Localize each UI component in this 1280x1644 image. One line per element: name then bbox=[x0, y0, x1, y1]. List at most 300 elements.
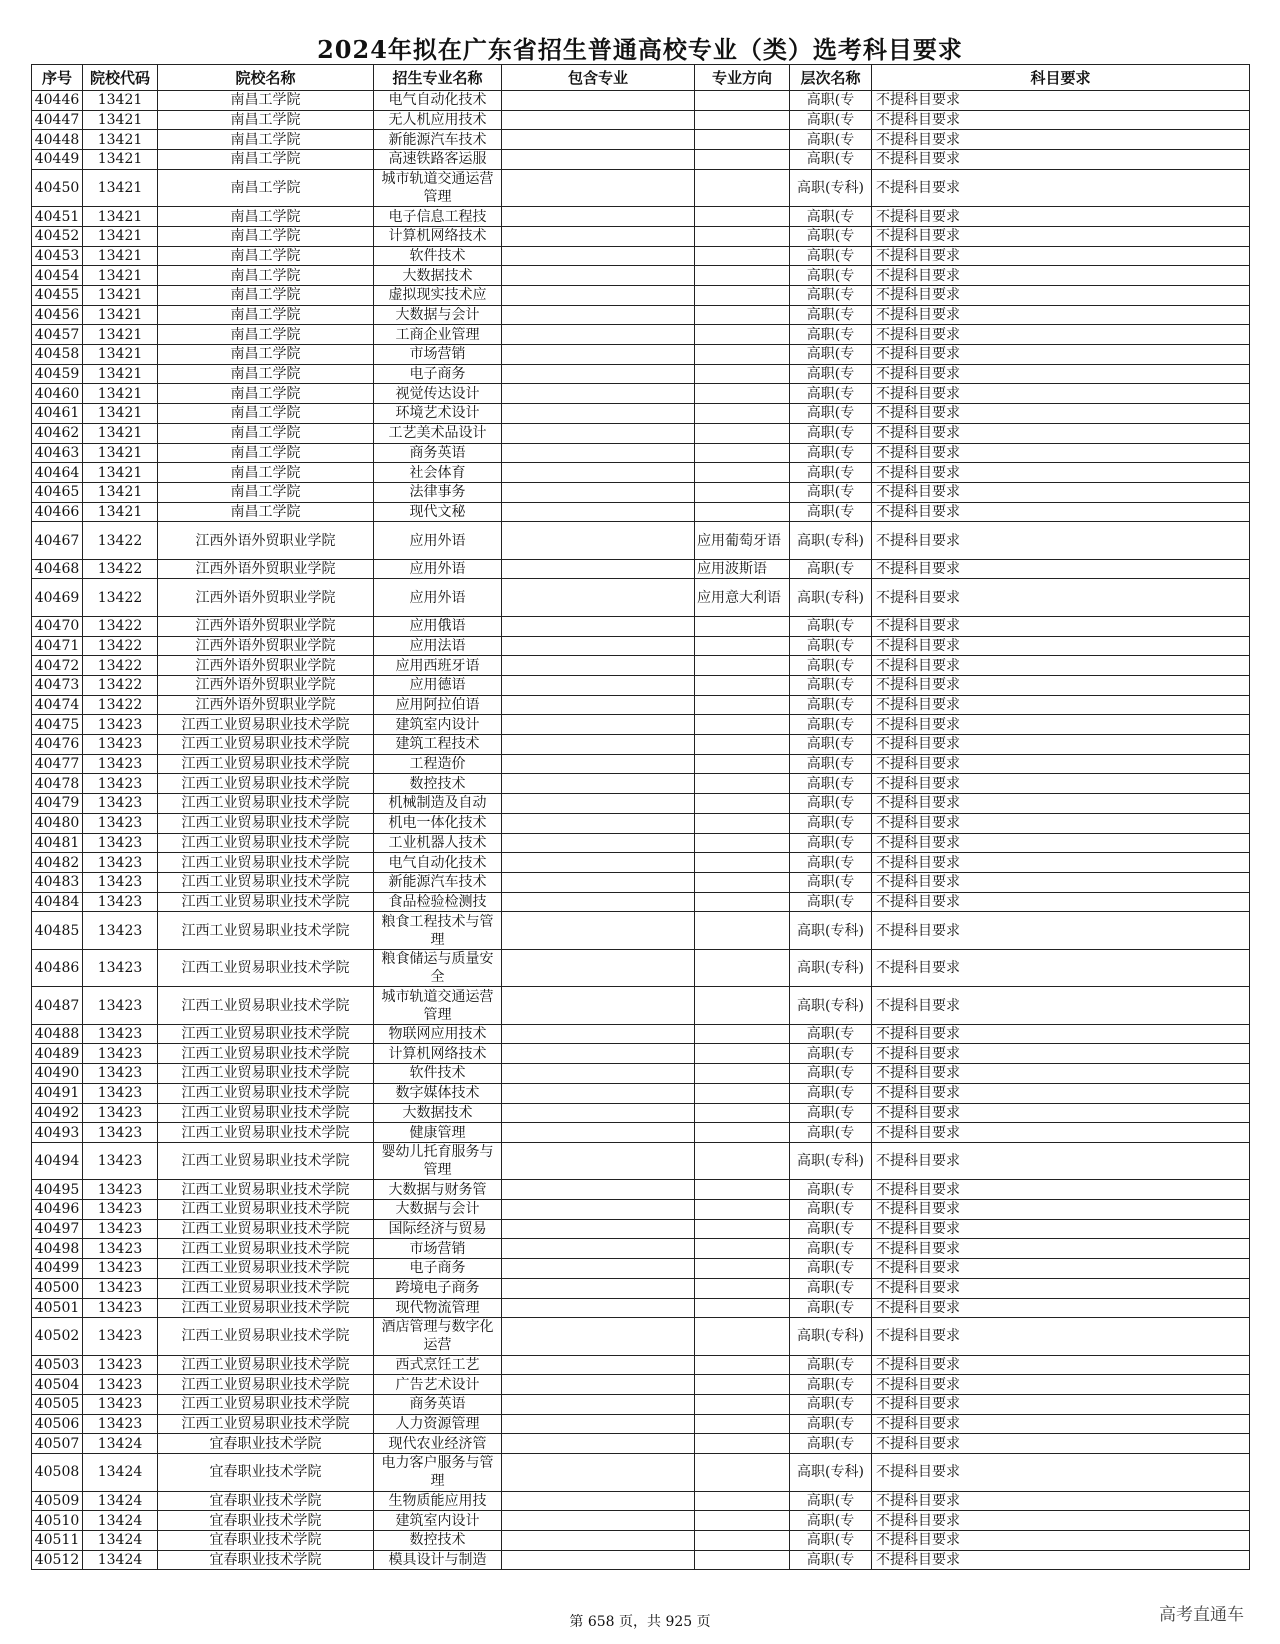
header-seq: 序号 bbox=[32, 65, 83, 91]
cell-included-majors bbox=[502, 169, 695, 207]
cell-seq: 40503 bbox=[32, 1355, 83, 1375]
cell-major-direction bbox=[695, 130, 790, 150]
cell-major-name: 城市轨道交通运营管理 bbox=[374, 987, 502, 1025]
cell-major-direction: 应用葡萄牙语 bbox=[695, 522, 790, 560]
cell-school-code: 13424 bbox=[83, 1454, 158, 1492]
table-row bbox=[32, 1123, 1250, 1143]
cell-seq: 40458 bbox=[32, 345, 83, 365]
cell-seq: 40512 bbox=[32, 1550, 83, 1570]
cell-major-name: 应用阿拉伯语 bbox=[374, 695, 502, 715]
cell-included-majors bbox=[502, 1142, 695, 1180]
cell-level: 高职(专科) bbox=[790, 987, 872, 1025]
table-row bbox=[32, 735, 1250, 755]
cell-major-direction bbox=[695, 676, 790, 696]
header-level: 层次名称 bbox=[790, 65, 872, 91]
cell-included-majors bbox=[502, 463, 695, 483]
cell-included-majors bbox=[502, 150, 695, 170]
cell-major-name: 现代物流管理 bbox=[374, 1298, 502, 1318]
cell-seq: 40501 bbox=[32, 1298, 83, 1318]
cell-level: 高职(专 bbox=[790, 1375, 872, 1395]
cell-school-code: 13424 bbox=[83, 1491, 158, 1511]
cell-school-code: 13423 bbox=[83, 1064, 158, 1084]
cell-included-majors bbox=[502, 872, 695, 892]
cell-level: 高职(专科) bbox=[790, 522, 872, 560]
cell-school-code: 13423 bbox=[83, 1142, 158, 1180]
cell-subject-requirement: 不提科目要求 bbox=[872, 1200, 1250, 1220]
cell-school-name: 南昌工学院 bbox=[158, 246, 374, 266]
cell-school-name: 江西外语外贸职业学院 bbox=[158, 579, 374, 617]
cell-level: 高职(专 bbox=[790, 833, 872, 853]
cell-major-name: 婴幼儿托育服务与管理 bbox=[374, 1142, 502, 1180]
cell-school-name: 江西工业贸易职业技术学院 bbox=[158, 1355, 374, 1375]
cell-school-name: 南昌工学院 bbox=[158, 207, 374, 227]
cell-major-direction bbox=[695, 1278, 790, 1298]
cell-school-code: 13423 bbox=[83, 735, 158, 755]
cell-included-majors bbox=[502, 853, 695, 873]
cell-subject-requirement: 不提科目要求 bbox=[872, 246, 1250, 266]
cell-school-code: 13421 bbox=[83, 325, 158, 345]
cell-level: 高职(专科) bbox=[790, 169, 872, 207]
cell-school-code: 13421 bbox=[83, 482, 158, 502]
cell-school-name: 江西外语外贸职业学院 bbox=[158, 676, 374, 696]
cell-school-name: 南昌工学院 bbox=[158, 110, 374, 130]
cell-school-code: 13421 bbox=[83, 110, 158, 130]
cell-level: 高职(专科) bbox=[790, 579, 872, 617]
cell-included-majors bbox=[502, 1355, 695, 1375]
table-row bbox=[32, 656, 1250, 676]
cell-subject-requirement: 不提科目要求 bbox=[872, 774, 1250, 794]
cell-school-name: 江西外语外贸职业学院 bbox=[158, 616, 374, 636]
cell-major-direction bbox=[695, 1454, 790, 1492]
cell-school-code: 13423 bbox=[83, 1024, 158, 1044]
cell-seq: 40500 bbox=[32, 1278, 83, 1298]
cell-included-majors bbox=[502, 1180, 695, 1200]
cell-major-direction bbox=[695, 266, 790, 286]
cell-level: 高职(专 bbox=[790, 1103, 872, 1123]
cell-major-name: 生物质能应用技 bbox=[374, 1491, 502, 1511]
cell-seq: 40490 bbox=[32, 1064, 83, 1084]
cell-seq: 40502 bbox=[32, 1318, 83, 1356]
cell-subject-requirement: 不提科目要求 bbox=[872, 1355, 1250, 1375]
cell-subject-requirement: 不提科目要求 bbox=[872, 266, 1250, 286]
cell-included-majors bbox=[502, 207, 695, 227]
cell-major-name: 建筑室内设计 bbox=[374, 1511, 502, 1531]
cell-major-direction bbox=[695, 754, 790, 774]
cell-seq: 40466 bbox=[32, 502, 83, 522]
cell-included-majors bbox=[502, 1550, 695, 1570]
cell-major-direction bbox=[695, 656, 790, 676]
cell-included-majors bbox=[502, 656, 695, 676]
cell-level: 高职(专 bbox=[790, 345, 872, 365]
cell-school-name: 宜春职业技术学院 bbox=[158, 1454, 374, 1492]
table-row bbox=[32, 833, 1250, 853]
cell-included-majors bbox=[502, 559, 695, 579]
table-row bbox=[32, 1103, 1250, 1123]
cell-seq: 40452 bbox=[32, 226, 83, 246]
cell-school-code: 13423 bbox=[83, 813, 158, 833]
cell-school-code: 13424 bbox=[83, 1550, 158, 1570]
cell-major-name: 电气自动化技术 bbox=[374, 91, 502, 111]
cell-seq: 40465 bbox=[32, 482, 83, 502]
cell-level: 高职(专 bbox=[790, 364, 872, 384]
cell-major-name: 建筑工程技术 bbox=[374, 735, 502, 755]
cell-major-direction bbox=[695, 384, 790, 404]
table-row bbox=[32, 1434, 1250, 1454]
cell-major-direction bbox=[695, 636, 790, 656]
table-row bbox=[32, 1064, 1250, 1084]
cell-school-name: 江西工业贸易职业技术学院 bbox=[158, 853, 374, 873]
cell-subject-requirement: 不提科目要求 bbox=[872, 754, 1250, 774]
table-row bbox=[32, 423, 1250, 443]
cell-level: 高职(专 bbox=[790, 794, 872, 814]
cell-school-name: 南昌工学院 bbox=[158, 404, 374, 424]
cell-school-name: 宜春职业技术学院 bbox=[158, 1511, 374, 1531]
cell-seq: 40505 bbox=[32, 1395, 83, 1415]
cell-school-code: 13421 bbox=[83, 384, 158, 404]
cell-subject-requirement: 不提科目要求 bbox=[872, 443, 1250, 463]
table-body bbox=[32, 91, 1250, 1570]
cell-major-direction: 应用波斯语 bbox=[695, 559, 790, 579]
cell-seq: 40497 bbox=[32, 1219, 83, 1239]
cell-level: 高职(专 bbox=[790, 286, 872, 306]
cell-school-code: 13421 bbox=[83, 404, 158, 424]
cell-major-direction bbox=[695, 423, 790, 443]
cell-level: 高职(专 bbox=[790, 463, 872, 483]
cell-school-name: 南昌工学院 bbox=[158, 226, 374, 246]
cell-included-majors bbox=[502, 1531, 695, 1551]
cell-included-majors bbox=[502, 1278, 695, 1298]
cell-major-direction bbox=[695, 774, 790, 794]
table-row bbox=[32, 987, 1250, 1025]
cell-seq: 40507 bbox=[32, 1434, 83, 1454]
cell-school-name: 江西工业贸易职业技术学院 bbox=[158, 833, 374, 853]
cell-level: 高职(专科) bbox=[790, 1142, 872, 1180]
cell-school-code: 13421 bbox=[83, 266, 158, 286]
cell-major-direction bbox=[695, 1259, 790, 1279]
cell-level: 高职(专 bbox=[790, 1511, 872, 1531]
cell-major-name: 市场营销 bbox=[374, 1239, 502, 1259]
cell-subject-requirement: 不提科目要求 bbox=[872, 892, 1250, 912]
cell-school-name: 江西工业贸易职业技术学院 bbox=[158, 1278, 374, 1298]
cell-seq: 40449 bbox=[32, 150, 83, 170]
table-row bbox=[32, 1550, 1250, 1570]
cell-major-name: 电子商务 bbox=[374, 364, 502, 384]
cell-school-code: 13423 bbox=[83, 1180, 158, 1200]
cell-major-name: 高速铁路客运服 bbox=[374, 150, 502, 170]
cell-seq: 40487 bbox=[32, 987, 83, 1025]
cell-school-code: 13421 bbox=[83, 443, 158, 463]
cell-included-majors bbox=[502, 1239, 695, 1259]
cell-major-direction bbox=[695, 150, 790, 170]
cell-seq: 40475 bbox=[32, 715, 83, 735]
cell-subject-requirement: 不提科目要求 bbox=[872, 423, 1250, 443]
cell-school-code: 13422 bbox=[83, 676, 158, 696]
cell-major-direction bbox=[695, 949, 790, 987]
cell-school-code: 13423 bbox=[83, 853, 158, 873]
cell-school-name: 江西工业贸易职业技术学院 bbox=[158, 1180, 374, 1200]
cell-major-name: 物联网应用技术 bbox=[374, 1024, 502, 1044]
table-row bbox=[32, 616, 1250, 636]
cell-school-name: 江西工业贸易职业技术学院 bbox=[158, 1064, 374, 1084]
cell-major-direction bbox=[695, 91, 790, 111]
cell-major-direction bbox=[695, 1024, 790, 1044]
cell-level: 高职(专 bbox=[790, 1550, 872, 1570]
cell-school-code: 13422 bbox=[83, 616, 158, 636]
cell-major-name: 粮食储运与质量安全 bbox=[374, 949, 502, 987]
cell-major-direction bbox=[695, 1375, 790, 1395]
cell-level: 高职(专 bbox=[790, 1491, 872, 1511]
table-row bbox=[32, 226, 1250, 246]
cell-school-code: 13422 bbox=[83, 559, 158, 579]
cell-seq: 40459 bbox=[32, 364, 83, 384]
cell-major-direction bbox=[695, 364, 790, 384]
header-school-code: 院校代码 bbox=[83, 65, 158, 91]
cell-included-majors bbox=[502, 735, 695, 755]
cell-seq: 40480 bbox=[32, 813, 83, 833]
header-major-name: 招生专业名称 bbox=[374, 65, 502, 91]
cell-school-code: 13421 bbox=[83, 150, 158, 170]
cell-level: 高职(专 bbox=[790, 1531, 872, 1551]
cell-subject-requirement: 不提科目要求 bbox=[872, 404, 1250, 424]
cell-level: 高职(专 bbox=[790, 502, 872, 522]
cell-major-direction bbox=[695, 1434, 790, 1454]
cell-school-code: 13423 bbox=[83, 794, 158, 814]
cell-major-name: 机械制造及自动 bbox=[374, 794, 502, 814]
table-row bbox=[32, 774, 1250, 794]
cell-major-name: 数控技术 bbox=[374, 1531, 502, 1551]
cell-included-majors bbox=[502, 502, 695, 522]
cell-major-name: 机电一体化技术 bbox=[374, 813, 502, 833]
table-row bbox=[32, 404, 1250, 424]
cell-included-majors bbox=[502, 1395, 695, 1415]
table-row bbox=[32, 1024, 1250, 1044]
cell-school-name: 南昌工学院 bbox=[158, 325, 374, 345]
cell-seq: 40469 bbox=[32, 579, 83, 617]
cell-subject-requirement: 不提科目要求 bbox=[872, 636, 1250, 656]
cell-subject-requirement: 不提科目要求 bbox=[872, 1375, 1250, 1395]
cell-major-name: 现代文秘 bbox=[374, 502, 502, 522]
cell-level: 高职(专 bbox=[790, 1278, 872, 1298]
cell-major-direction bbox=[695, 246, 790, 266]
cell-major-direction bbox=[695, 853, 790, 873]
table-row bbox=[32, 949, 1250, 987]
cell-subject-requirement: 不提科目要求 bbox=[872, 1259, 1250, 1279]
cell-seq: 40478 bbox=[32, 774, 83, 794]
cell-major-name: 虚拟现实技术应 bbox=[374, 286, 502, 306]
cell-major-direction bbox=[695, 1180, 790, 1200]
table-row bbox=[32, 130, 1250, 150]
cell-school-code: 13421 bbox=[83, 423, 158, 443]
cell-seq: 40472 bbox=[32, 656, 83, 676]
cell-included-majors bbox=[502, 1024, 695, 1044]
cell-included-majors bbox=[502, 774, 695, 794]
cell-level: 高职(专 bbox=[790, 1239, 872, 1259]
cell-included-majors bbox=[502, 482, 695, 502]
cell-major-direction bbox=[695, 794, 790, 814]
cell-major-direction bbox=[695, 1200, 790, 1220]
cell-subject-requirement: 不提科目要求 bbox=[872, 169, 1250, 207]
cell-level: 高职(专 bbox=[790, 1355, 872, 1375]
cell-subject-requirement: 不提科目要求 bbox=[872, 522, 1250, 560]
cell-school-code: 13423 bbox=[83, 1318, 158, 1356]
cell-school-code: 13423 bbox=[83, 1278, 158, 1298]
cell-level: 高职(专 bbox=[790, 325, 872, 345]
cell-included-majors bbox=[502, 987, 695, 1025]
table-row bbox=[32, 246, 1250, 266]
cell-major-direction bbox=[695, 110, 790, 130]
cell-major-name: 食品检验检测技 bbox=[374, 892, 502, 912]
cell-level: 高职(专 bbox=[790, 636, 872, 656]
cell-included-majors bbox=[502, 1298, 695, 1318]
cell-school-code: 13422 bbox=[83, 579, 158, 617]
cell-included-majors bbox=[502, 579, 695, 617]
cell-school-name: 江西工业贸易职业技术学院 bbox=[158, 1318, 374, 1356]
cell-subject-requirement: 不提科目要求 bbox=[872, 345, 1250, 365]
table-row bbox=[32, 1511, 1250, 1531]
table-row bbox=[32, 695, 1250, 715]
cell-included-majors bbox=[502, 286, 695, 306]
cell-included-majors bbox=[502, 616, 695, 636]
cell-included-majors bbox=[502, 384, 695, 404]
cell-subject-requirement: 不提科目要求 bbox=[872, 1298, 1250, 1318]
cell-seq: 40453 bbox=[32, 246, 83, 266]
cell-included-majors bbox=[502, 305, 695, 325]
cell-included-majors bbox=[502, 715, 695, 735]
table-row bbox=[32, 636, 1250, 656]
cell-level: 高职(专 bbox=[790, 130, 872, 150]
table-row bbox=[32, 110, 1250, 130]
cell-level: 高职(专 bbox=[790, 676, 872, 696]
cell-subject-requirement: 不提科目要求 bbox=[872, 987, 1250, 1025]
cell-major-name: 大数据与会计 bbox=[374, 305, 502, 325]
cell-major-direction bbox=[695, 695, 790, 715]
cell-major-direction bbox=[695, 325, 790, 345]
cell-seq: 40511 bbox=[32, 1531, 83, 1551]
cell-school-code: 13423 bbox=[83, 1355, 158, 1375]
cell-major-direction bbox=[695, 1219, 790, 1239]
cell-major-name: 法律事务 bbox=[374, 482, 502, 502]
cell-major-name: 应用俄语 bbox=[374, 616, 502, 636]
cell-major-name: 新能源汽车技术 bbox=[374, 130, 502, 150]
cell-school-name: 江西工业贸易职业技术学院 bbox=[158, 735, 374, 755]
cell-major-name: 国际经济与贸易 bbox=[374, 1219, 502, 1239]
table-row bbox=[32, 872, 1250, 892]
cell-school-code: 13422 bbox=[83, 522, 158, 560]
table-row bbox=[32, 794, 1250, 814]
table-row bbox=[32, 266, 1250, 286]
cell-seq: 40448 bbox=[32, 130, 83, 150]
cell-included-majors bbox=[502, 226, 695, 246]
cell-school-name: 江西工业贸易职业技术学院 bbox=[158, 1083, 374, 1103]
cell-major-direction bbox=[695, 1511, 790, 1531]
cell-subject-requirement: 不提科目要求 bbox=[872, 1531, 1250, 1551]
cell-school-code: 13421 bbox=[83, 130, 158, 150]
cell-major-direction bbox=[695, 443, 790, 463]
cell-seq: 40495 bbox=[32, 1180, 83, 1200]
table-row bbox=[32, 1298, 1250, 1318]
cell-level: 高职(专 bbox=[790, 735, 872, 755]
cell-major-name: 电子商务 bbox=[374, 1259, 502, 1279]
cell-school-name: 江西工业贸易职业技术学院 bbox=[158, 872, 374, 892]
table-row bbox=[32, 1395, 1250, 1415]
cell-school-name: 南昌工学院 bbox=[158, 91, 374, 111]
cell-school-code: 13421 bbox=[83, 463, 158, 483]
cell-major-direction bbox=[695, 463, 790, 483]
cell-included-majors bbox=[502, 754, 695, 774]
cell-major-name: 人力资源管理 bbox=[374, 1414, 502, 1434]
cell-seq: 40461 bbox=[32, 404, 83, 424]
cell-subject-requirement: 不提科目要求 bbox=[872, 226, 1250, 246]
cell-school-code: 13423 bbox=[83, 1123, 158, 1143]
cell-school-name: 江西工业贸易职业技术学院 bbox=[158, 1044, 374, 1064]
cell-school-name: 南昌工学院 bbox=[158, 169, 374, 207]
table-row bbox=[32, 463, 1250, 483]
cell-seq: 40455 bbox=[32, 286, 83, 306]
cell-major-direction bbox=[695, 1083, 790, 1103]
cell-school-name: 江西工业贸易职业技术学院 bbox=[158, 1219, 374, 1239]
cell-school-name: 江西工业贸易职业技术学院 bbox=[158, 1239, 374, 1259]
cell-included-majors bbox=[502, 1219, 695, 1239]
cell-school-name: 南昌工学院 bbox=[158, 266, 374, 286]
cell-level: 高职(专 bbox=[790, 872, 872, 892]
cell-seq: 40482 bbox=[32, 853, 83, 873]
cell-subject-requirement: 不提科目要求 bbox=[872, 579, 1250, 617]
cell-subject-requirement: 不提科目要求 bbox=[872, 735, 1250, 755]
cell-subject-requirement: 不提科目要求 bbox=[872, 1064, 1250, 1084]
cell-major-direction bbox=[695, 502, 790, 522]
cell-school-name: 南昌工学院 bbox=[158, 364, 374, 384]
cell-major-name: 大数据技术 bbox=[374, 1103, 502, 1123]
cell-level: 高职(专 bbox=[790, 1024, 872, 1044]
cell-school-name: 江西工业贸易职业技术学院 bbox=[158, 1024, 374, 1044]
cell-school-code: 13424 bbox=[83, 1434, 158, 1454]
cell-level: 高职(专 bbox=[790, 813, 872, 833]
table-row bbox=[32, 502, 1250, 522]
cell-major-direction bbox=[695, 1103, 790, 1123]
cell-major-direction bbox=[695, 987, 790, 1025]
cell-major-name: 大数据与财务管 bbox=[374, 1180, 502, 1200]
cell-school-code: 13423 bbox=[83, 1219, 158, 1239]
cell-seq: 40493 bbox=[32, 1123, 83, 1143]
cell-subject-requirement: 不提科目要求 bbox=[872, 912, 1250, 950]
cell-major-name: 商务英语 bbox=[374, 443, 502, 463]
cell-school-name: 江西外语外贸职业学院 bbox=[158, 656, 374, 676]
cell-major-name: 应用外语 bbox=[374, 579, 502, 617]
cell-major-name: 健康管理 bbox=[374, 1123, 502, 1143]
table-row bbox=[32, 325, 1250, 345]
cell-included-majors bbox=[502, 246, 695, 266]
table-row bbox=[32, 207, 1250, 227]
cell-level: 高职(专 bbox=[790, 266, 872, 286]
table-row bbox=[32, 1219, 1250, 1239]
cell-school-name: 江西外语外贸职业学院 bbox=[158, 559, 374, 579]
cell-major-name: 工程造价 bbox=[374, 754, 502, 774]
cell-school-code: 13423 bbox=[83, 1259, 158, 1279]
cell-seq: 40510 bbox=[32, 1511, 83, 1531]
cell-seq: 40473 bbox=[32, 676, 83, 696]
cell-included-majors bbox=[502, 695, 695, 715]
cell-school-name: 宜春职业技术学院 bbox=[158, 1434, 374, 1454]
cell-major-name: 应用外语 bbox=[374, 522, 502, 560]
cell-seq: 40488 bbox=[32, 1024, 83, 1044]
cell-level: 高职(专科) bbox=[790, 1318, 872, 1356]
cell-major-name: 酒店管理与数字化运营 bbox=[374, 1318, 502, 1356]
cell-seq: 40509 bbox=[32, 1491, 83, 1511]
cell-included-majors bbox=[502, 1200, 695, 1220]
cell-included-majors bbox=[502, 91, 695, 111]
header-subject-requirement: 科目要求 bbox=[872, 65, 1250, 91]
table-row bbox=[32, 1454, 1250, 1492]
